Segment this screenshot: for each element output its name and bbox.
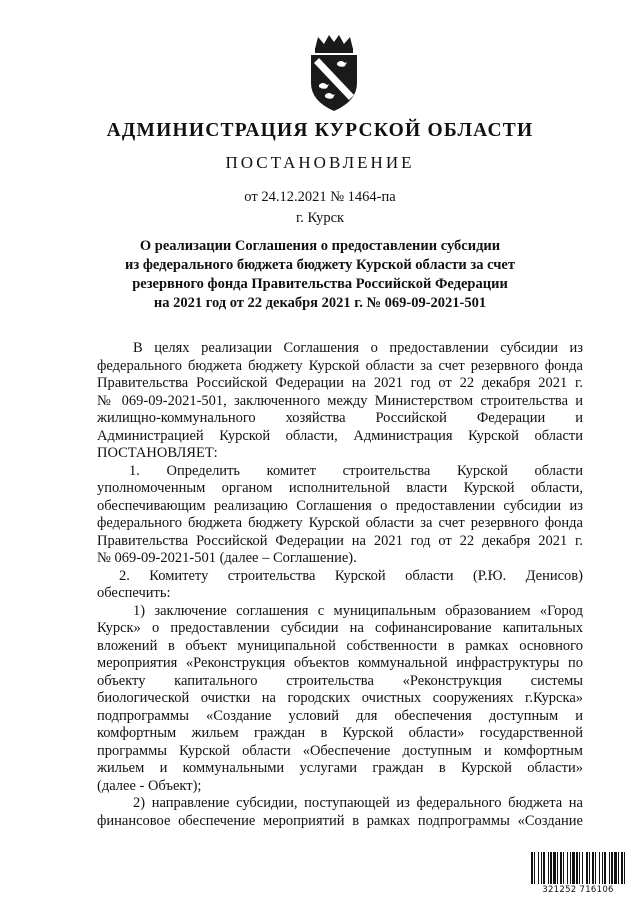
body-line: обеспечить:	[97, 585, 171, 601]
barcode	[530, 852, 626, 896]
body-line: Администрацией Курской области, Администрация Курской области	[97, 427, 583, 444]
body-line: 2. Комитету строительства Курской области (Р.Ю. Денисов)	[119, 567, 583, 584]
body-line: вложений в объект муниципальной собственности в рамках основного	[97, 637, 583, 654]
body-line: 2) направление субсидии, поступающей из федерального бюджета на	[133, 795, 583, 811]
body-line: финансовое обеспечение мероприятий в рамках подпрограммы «Создание	[97, 812, 583, 829]
body-line: № 069-09-2021-501 (далее – Соглашение).	[97, 550, 357, 566]
date-and-number: от 24.12.2021 № 1464-па	[244, 189, 396, 205]
organization-name: АДМИНИСТРАЦИЯ КУРСКОЙ ОБЛАСТИ	[106, 120, 534, 141]
body-line: № 069-09-2021-501, заключенного между Министерством строительства и	[97, 392, 583, 409]
body-line: программы Курской области «Обеспечение доступным и комфортным	[97, 742, 583, 759]
body-line: В целях реализации Соглашения о предоставлении субсидии из	[133, 340, 583, 356]
body-line: обеспечивающим реализацию Соглашения о предоставлении субсидии из	[97, 497, 583, 514]
body-line: комфортным жильем граждан в Курской области» государственной	[97, 725, 583, 741]
body-line: биологической очистки на городских очистных сооружениях г.Курска»	[97, 690, 583, 706]
title-line: на 2021 год от 22 декабря 2021 г. № 069-09-2021-501	[153, 295, 487, 311]
document-type: ПОСТАНОВЛЕНИЕ	[225, 153, 415, 172]
title-line: О реализации Соглашения о предоставлении субсидии	[139, 238, 501, 254]
city: г. Курск	[295, 210, 345, 226]
body-line: федерального бюджета бюджету Курской области за счет резервного фонда	[97, 515, 583, 531]
body-line: Правительства Российской Федерации на 2021 год от 22 декабря 2021 г.	[97, 375, 583, 391]
body-line: 1. Определить комитет строительства Курской области	[129, 462, 583, 479]
body-line: подпрограммы «Создание условий для обеспечения доступным и	[97, 707, 583, 724]
body-line: жильем и коммунальными услугами граждан в Курской области»	[97, 760, 583, 776]
body-line: федерального бюджета бюджету Курской области за счет резервного фонда	[97, 357, 583, 374]
body-line: Правительства Российской Федерации на 2021 год от 22 декабря 2021 г.	[97, 532, 583, 549]
body-line: уполномоченным органом исполнительной власти Курской области,	[97, 480, 583, 496]
title-line: резервного фонда Правительства Российской Федерации	[132, 276, 508, 292]
body-line: мероприятия «Реконструкция объектов коммунальной инфраструктуры по	[97, 655, 583, 671]
kursk-coat-of-arms-icon	[301, 33, 367, 113]
body-line: объекту капитального строительства «Реконструкция системы	[97, 672, 583, 689]
body-line: Курск» о предоставлении субсидии на софинансирование капитальных	[97, 620, 583, 636]
body-line: жилищно-коммунального хозяйства Российской Федерации и	[97, 410, 583, 426]
title-line: из федерального бюджета бюджету Курской области за счет	[125, 257, 515, 273]
body-line: (далее - Объект);	[97, 777, 202, 794]
document-body	[97, 340, 583, 830]
barcode-bars	[530, 852, 626, 884]
resolution-title	[118, 237, 522, 313]
barcode-number: 321252 716106	[542, 885, 614, 895]
body-line: 1) заключение соглашения с муниципальным образованием «Город	[133, 602, 583, 619]
body-line: ПОСТАНОВЛЯЕТ:	[97, 445, 218, 461]
